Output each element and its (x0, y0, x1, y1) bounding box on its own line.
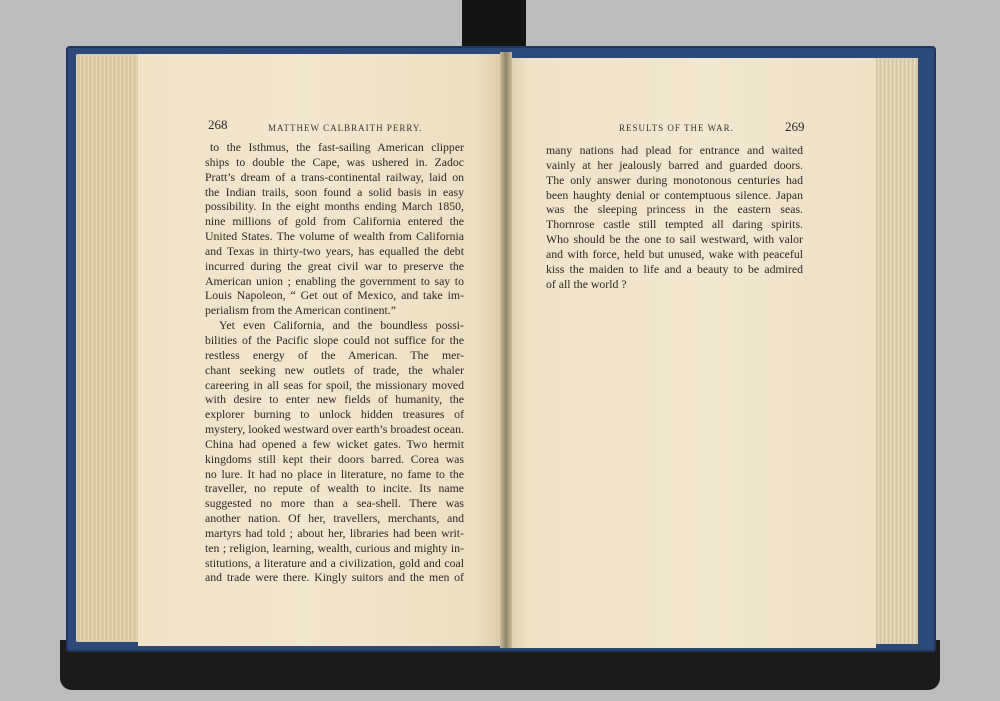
text-line: chant seeking new outlets of trade, the whaler (205, 362, 464, 377)
right-running-head: RESULTS OF THE WAR. (619, 123, 734, 133)
text-line: and with force, held but unused, wake with peaceful (546, 246, 803, 261)
book-gutter (500, 52, 512, 648)
text-line: with desire to enter new fields of humanity, the (205, 392, 464, 407)
text-line: Who should be the one to sail westward, with valor (546, 232, 803, 247)
left-page-text (205, 140, 464, 585)
text-line: no lure. It had no place in literature, no fame to the (205, 466, 464, 481)
text-line: suggested no more than a sea-shell. There was (205, 496, 464, 511)
text-line: traveller, no repute of wealth to incite. Its name (205, 481, 464, 496)
text-line: careering in all seas for spoil, the missionary moved (205, 377, 464, 392)
text-line: martyrs had told ; about her, libraries had been writ- (205, 525, 464, 540)
text-line: Yet even California, and the boundless possi- (219, 318, 464, 333)
text-line: kiss the maiden to life and a beauty to be admired (546, 261, 803, 276)
text-line: China had opened a few wicket gates. Two hermit (205, 436, 464, 451)
text-line: Pratt’s dream of a trans-continental railway, laid on (205, 169, 464, 184)
text-line: United States. The volume of wealth from California (205, 229, 464, 244)
text-line: vainly at her jealously barred and guarded doors. (546, 157, 803, 172)
text-line: ships to double the Cape, was ushered in. Zadoc (205, 154, 464, 169)
left-page-edges (76, 54, 140, 642)
right-page-text (546, 143, 803, 291)
text-line: restless energy of the American. The mer- (205, 347, 464, 362)
text-line: kingdoms still kept their doors barred. Corea was (205, 451, 464, 466)
text-line: perialism from the American continent.” (205, 303, 396, 318)
text-line: mystery, looked westward over earth’s broadest ocean. (205, 422, 464, 437)
text-line: nine millions of gold from California entered the (205, 214, 464, 229)
text-line: was the sleeping princess in the eastern seas. (546, 202, 803, 217)
text-line: The only answer during monotonous centuries had (546, 172, 803, 187)
text-line: explorer burning to unlock hidden treasures of (205, 407, 464, 422)
text-line: ten ; religion, learning, wealth, curious and mighty in- (205, 540, 464, 555)
text-line: of all the world ? (546, 276, 627, 291)
text-line: been haughty denial or contemptuous silence. Japan (546, 187, 803, 202)
text-line: another nation. Of her, travellers, merchants, and (205, 511, 464, 526)
left-page-number: 268 (208, 117, 228, 132)
text-line: possibility. In the eight months ending March 1850, (205, 199, 464, 214)
text-line: Thornrose castle still tempted all daring spirits. (546, 217, 803, 232)
text-line: and Texas in thirty-two years, has equalled the debt (205, 243, 464, 258)
text-line: to the Isthmus, the fast-sailing American clipper (210, 140, 464, 154)
left-running-head: MATTHEW CALBRAITH PERRY. (268, 123, 423, 133)
right-page-edges (874, 58, 918, 644)
text-line: incurred during the great civil war to preserve the (205, 258, 464, 273)
text-line: the Indian trails, soon found a solid basis in easy (205, 184, 464, 199)
text-line: Louis Napoleon, “ Get out of Mexico, and take im- (205, 288, 464, 303)
text-line: American union ; enabling the government to say to (205, 273, 464, 288)
text-line: many nations had plead for entrance and waited (546, 143, 803, 157)
right-page-number: 269 (785, 119, 805, 134)
text-line: and trade were there. Kingly suitors and the men of (205, 570, 464, 585)
text-line: bilities of the Pacific slope could not suffice for the (205, 332, 464, 347)
text-line: stitutions, a literature and a civilization, gold and coal (205, 555, 464, 570)
